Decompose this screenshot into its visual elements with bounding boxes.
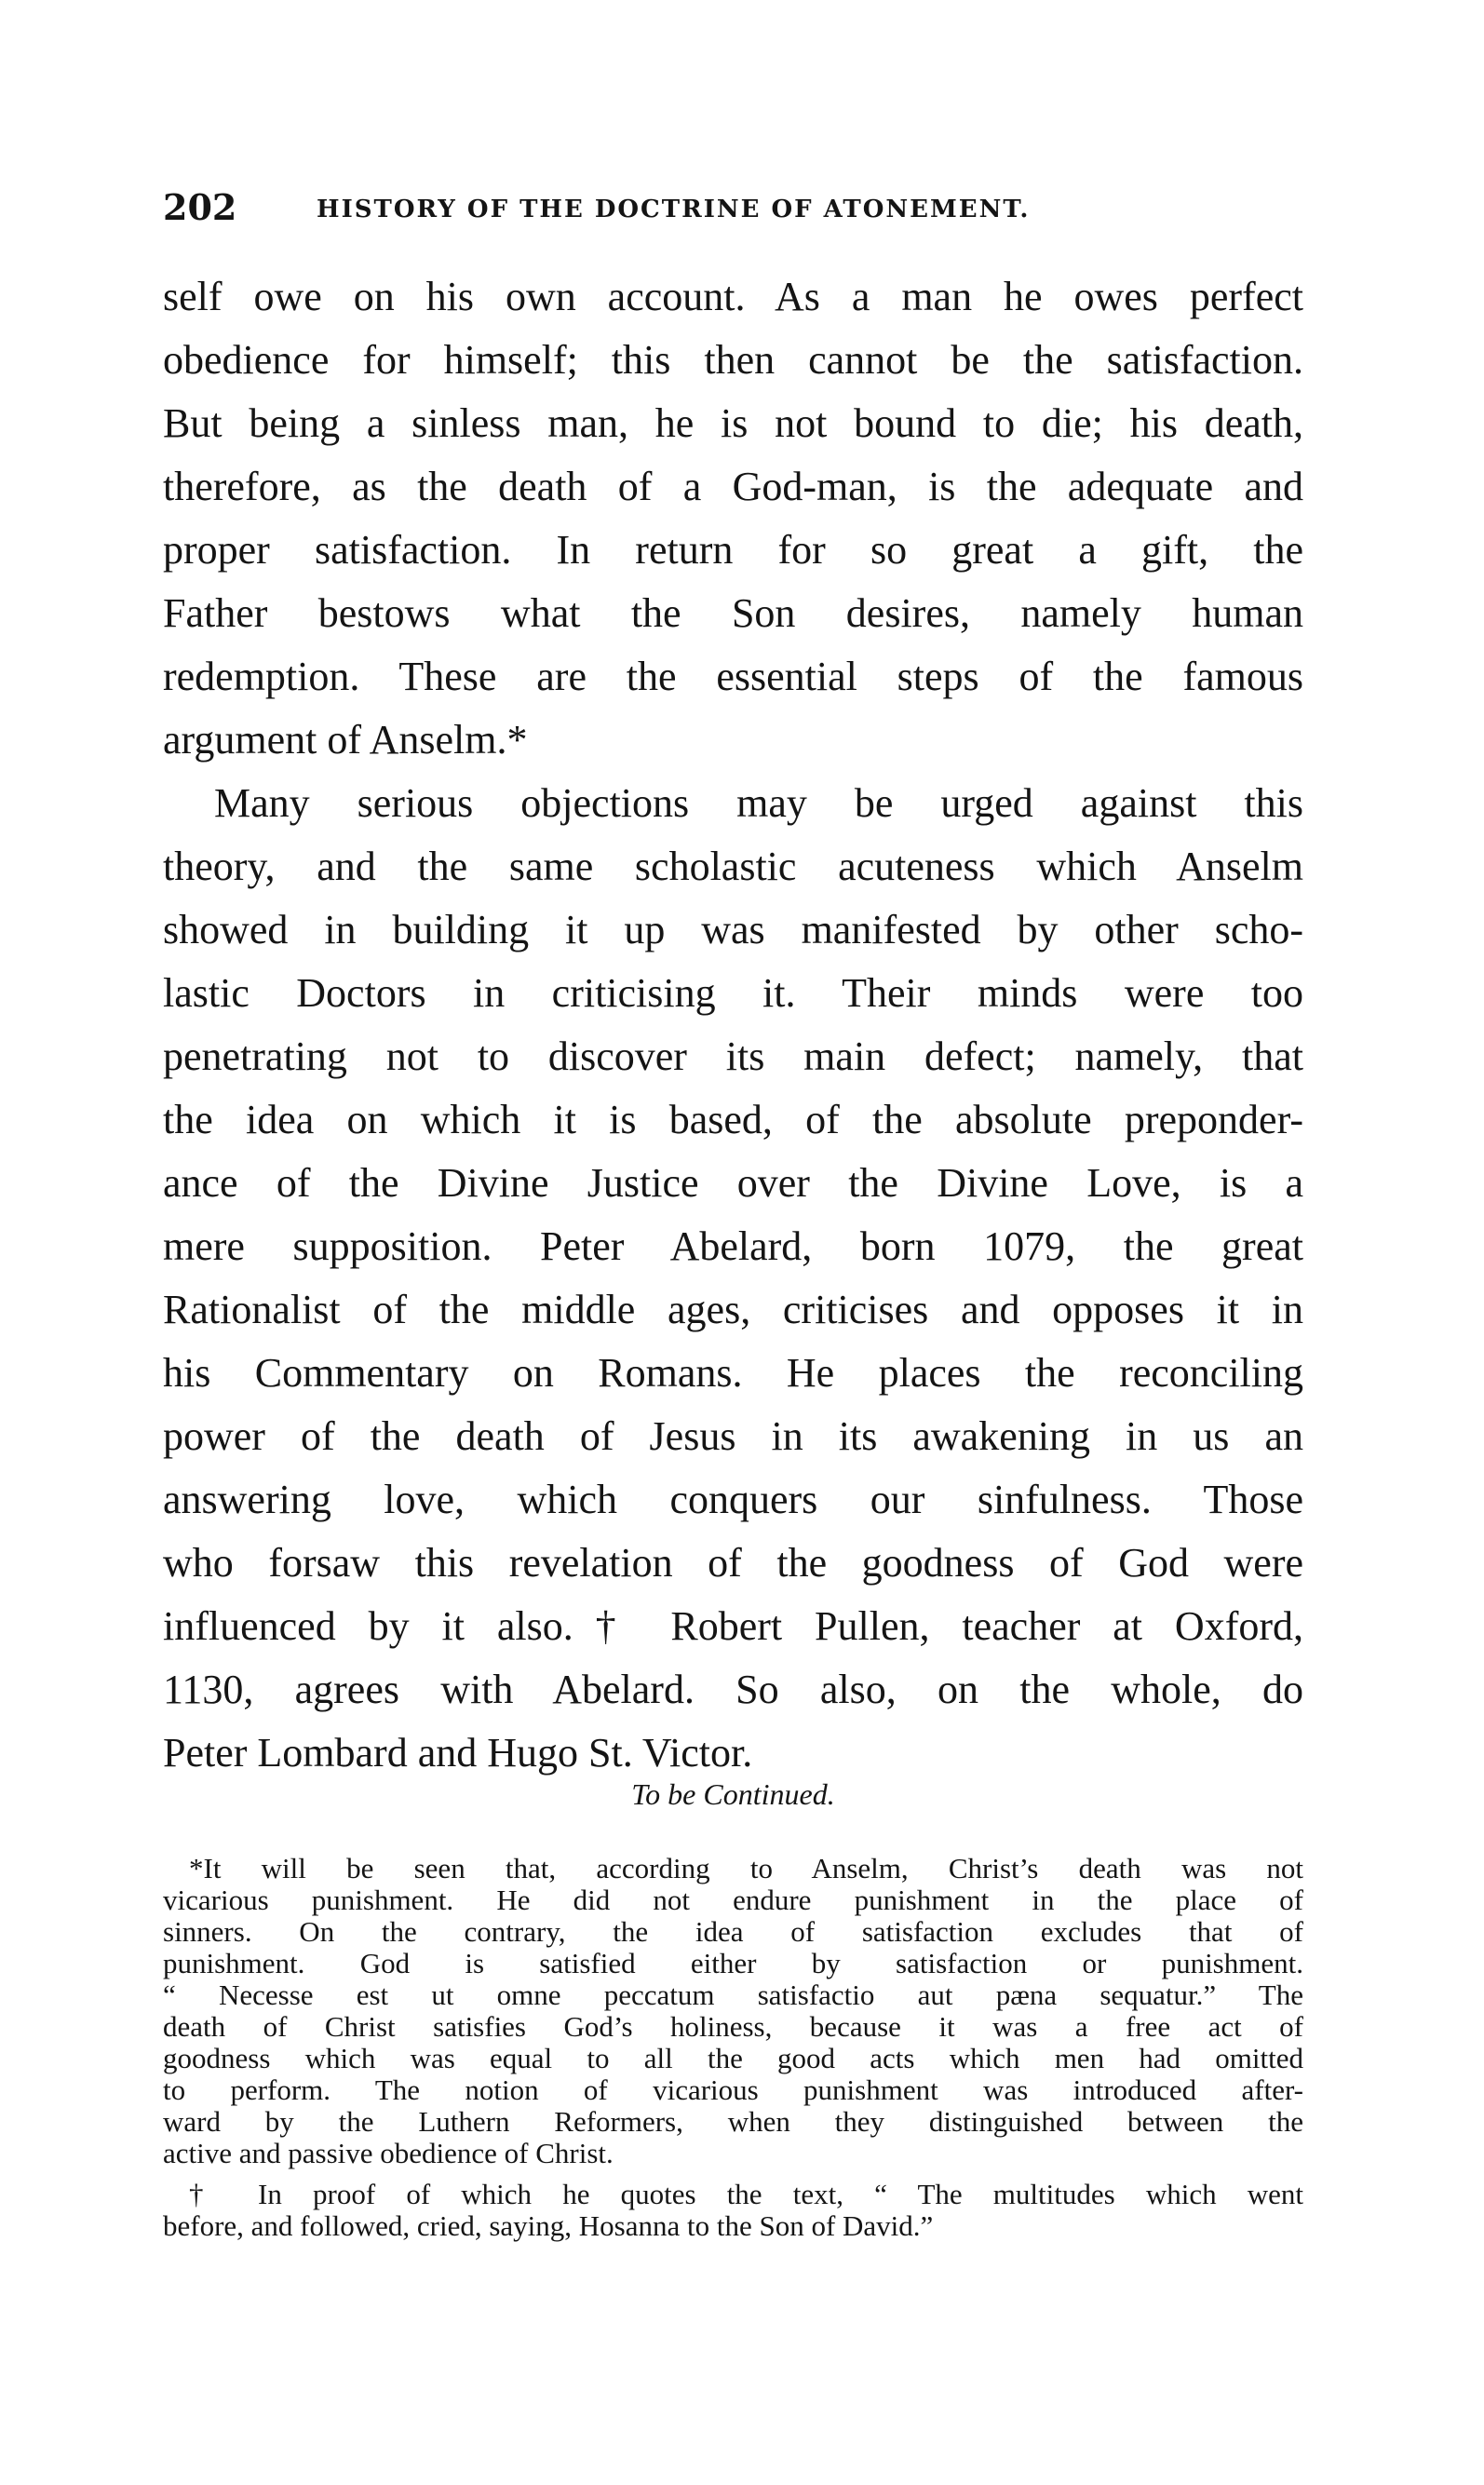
body-text	[163, 265, 1303, 1785]
body-line: obedience for himself; this then cannot be the satisfaction.	[163, 337, 1303, 383]
body-line: showed in building it up was manifested by other scho-	[163, 907, 1303, 952]
body-line: Rationalist of the middle ages, criticises and opposes it in	[163, 1287, 1303, 1332]
body-line: his Commentary on Romans. He places the reconciling	[163, 1350, 1303, 1396]
body-line: theory, and the same scholastic acuteness which Anselm	[163, 844, 1303, 889]
footnote-line: active and passive obedience of Christ.	[163, 2137, 614, 2169]
footnote-line: before, and followed, cried, saying, Hosanna to the Son of David.”	[163, 2209, 934, 2242]
footnote-line: *It will be seen that, according to Anselm, Christ’s death was not	[189, 1852, 1303, 1884]
body-line: But being a sinless man, he is not bound to die; his death,	[163, 400, 1303, 446]
running-head: HISTORY OF THE DOCTRINE OF ATONEMENT.	[317, 196, 1031, 223]
body-line: ance of the Divine Justice over the Divine Love, is a	[163, 1160, 1303, 1206]
body-line: lastic Doctors in criticising it. Their minds were too	[163, 970, 1303, 1016]
body-line: argument of Anselm.*	[163, 717, 528, 763]
body-line: power of the death of Jesus in its awakening in us an	[163, 1413, 1303, 1459]
to-be-continued: To be Continued.	[631, 1777, 835, 1811]
body-line: answering love, which conquers our sinfulness. Those	[163, 1477, 1303, 1522]
footnote-line: punishment. God is satisfied either by satisfaction or punishment.	[163, 1947, 1303, 1979]
footnote-line: † In proof of which he quotes the text, “ The multitudes which went	[189, 2178, 1303, 2210]
body-line: Father bestows what the Son desires, namely human	[163, 590, 1303, 636]
body-line: penetrating not to discover its main defect; namely, that	[163, 1033, 1303, 1079]
footnote-line: to perform. The notion of vicarious punishment was introduced after-	[163, 2073, 1303, 2106]
body-line: the idea on which it is based, of the absolute preponder-	[163, 1097, 1303, 1142]
body-line: influenced by it also.† Robert Pullen, teacher at Oxford,	[163, 1603, 1303, 1649]
body-line: proper satisfaction. In return for so great a gift, the	[163, 527, 1303, 573]
footnote-line: ward by the Luthern Reformers, when they distinguished between the	[163, 2105, 1303, 2138]
body-line: self owe on his own account. As a man he owes perfect	[163, 274, 1303, 319]
body-line: mere supposition. Peter Abelard, born 1079, the great	[163, 1223, 1303, 1269]
body-line: Peter Lombard and Hugo St. Victor.	[163, 1730, 753, 1776]
footnote-line: sinners. On the contrary, the idea of satisfaction excludes that of	[163, 1915, 1303, 1948]
footnote-line: death of Christ satisfies God’s holiness, because it was a free act of	[163, 2010, 1303, 2043]
body-line: 1130, agrees with Abelard. So also, on the whole, do	[163, 1667, 1303, 1712]
body-line: redemption. These are the essential steps of the famous	[163, 654, 1303, 699]
page-number: 202	[163, 186, 237, 228]
footnote-line: vicarious punishment. He did not endure punishment in the place of	[163, 1884, 1303, 1916]
body-line: Many serious objections may be urged against this	[214, 780, 1303, 826]
body-line: therefore, as the death of a God-man, is the adequate and	[163, 464, 1303, 509]
footnote-line: goodness which was equal to all the good acts which men had omitted	[163, 2042, 1303, 2074]
footnote-line: “ Necesse est ut omne peccatum satisfactio aut pæna sequatur.” The	[163, 1979, 1303, 2011]
body-line: who forsaw this revelation of the goodness of God were	[163, 1540, 1303, 1586]
footnotes	[163, 1853, 1303, 2242]
page-header	[163, 182, 1303, 237]
